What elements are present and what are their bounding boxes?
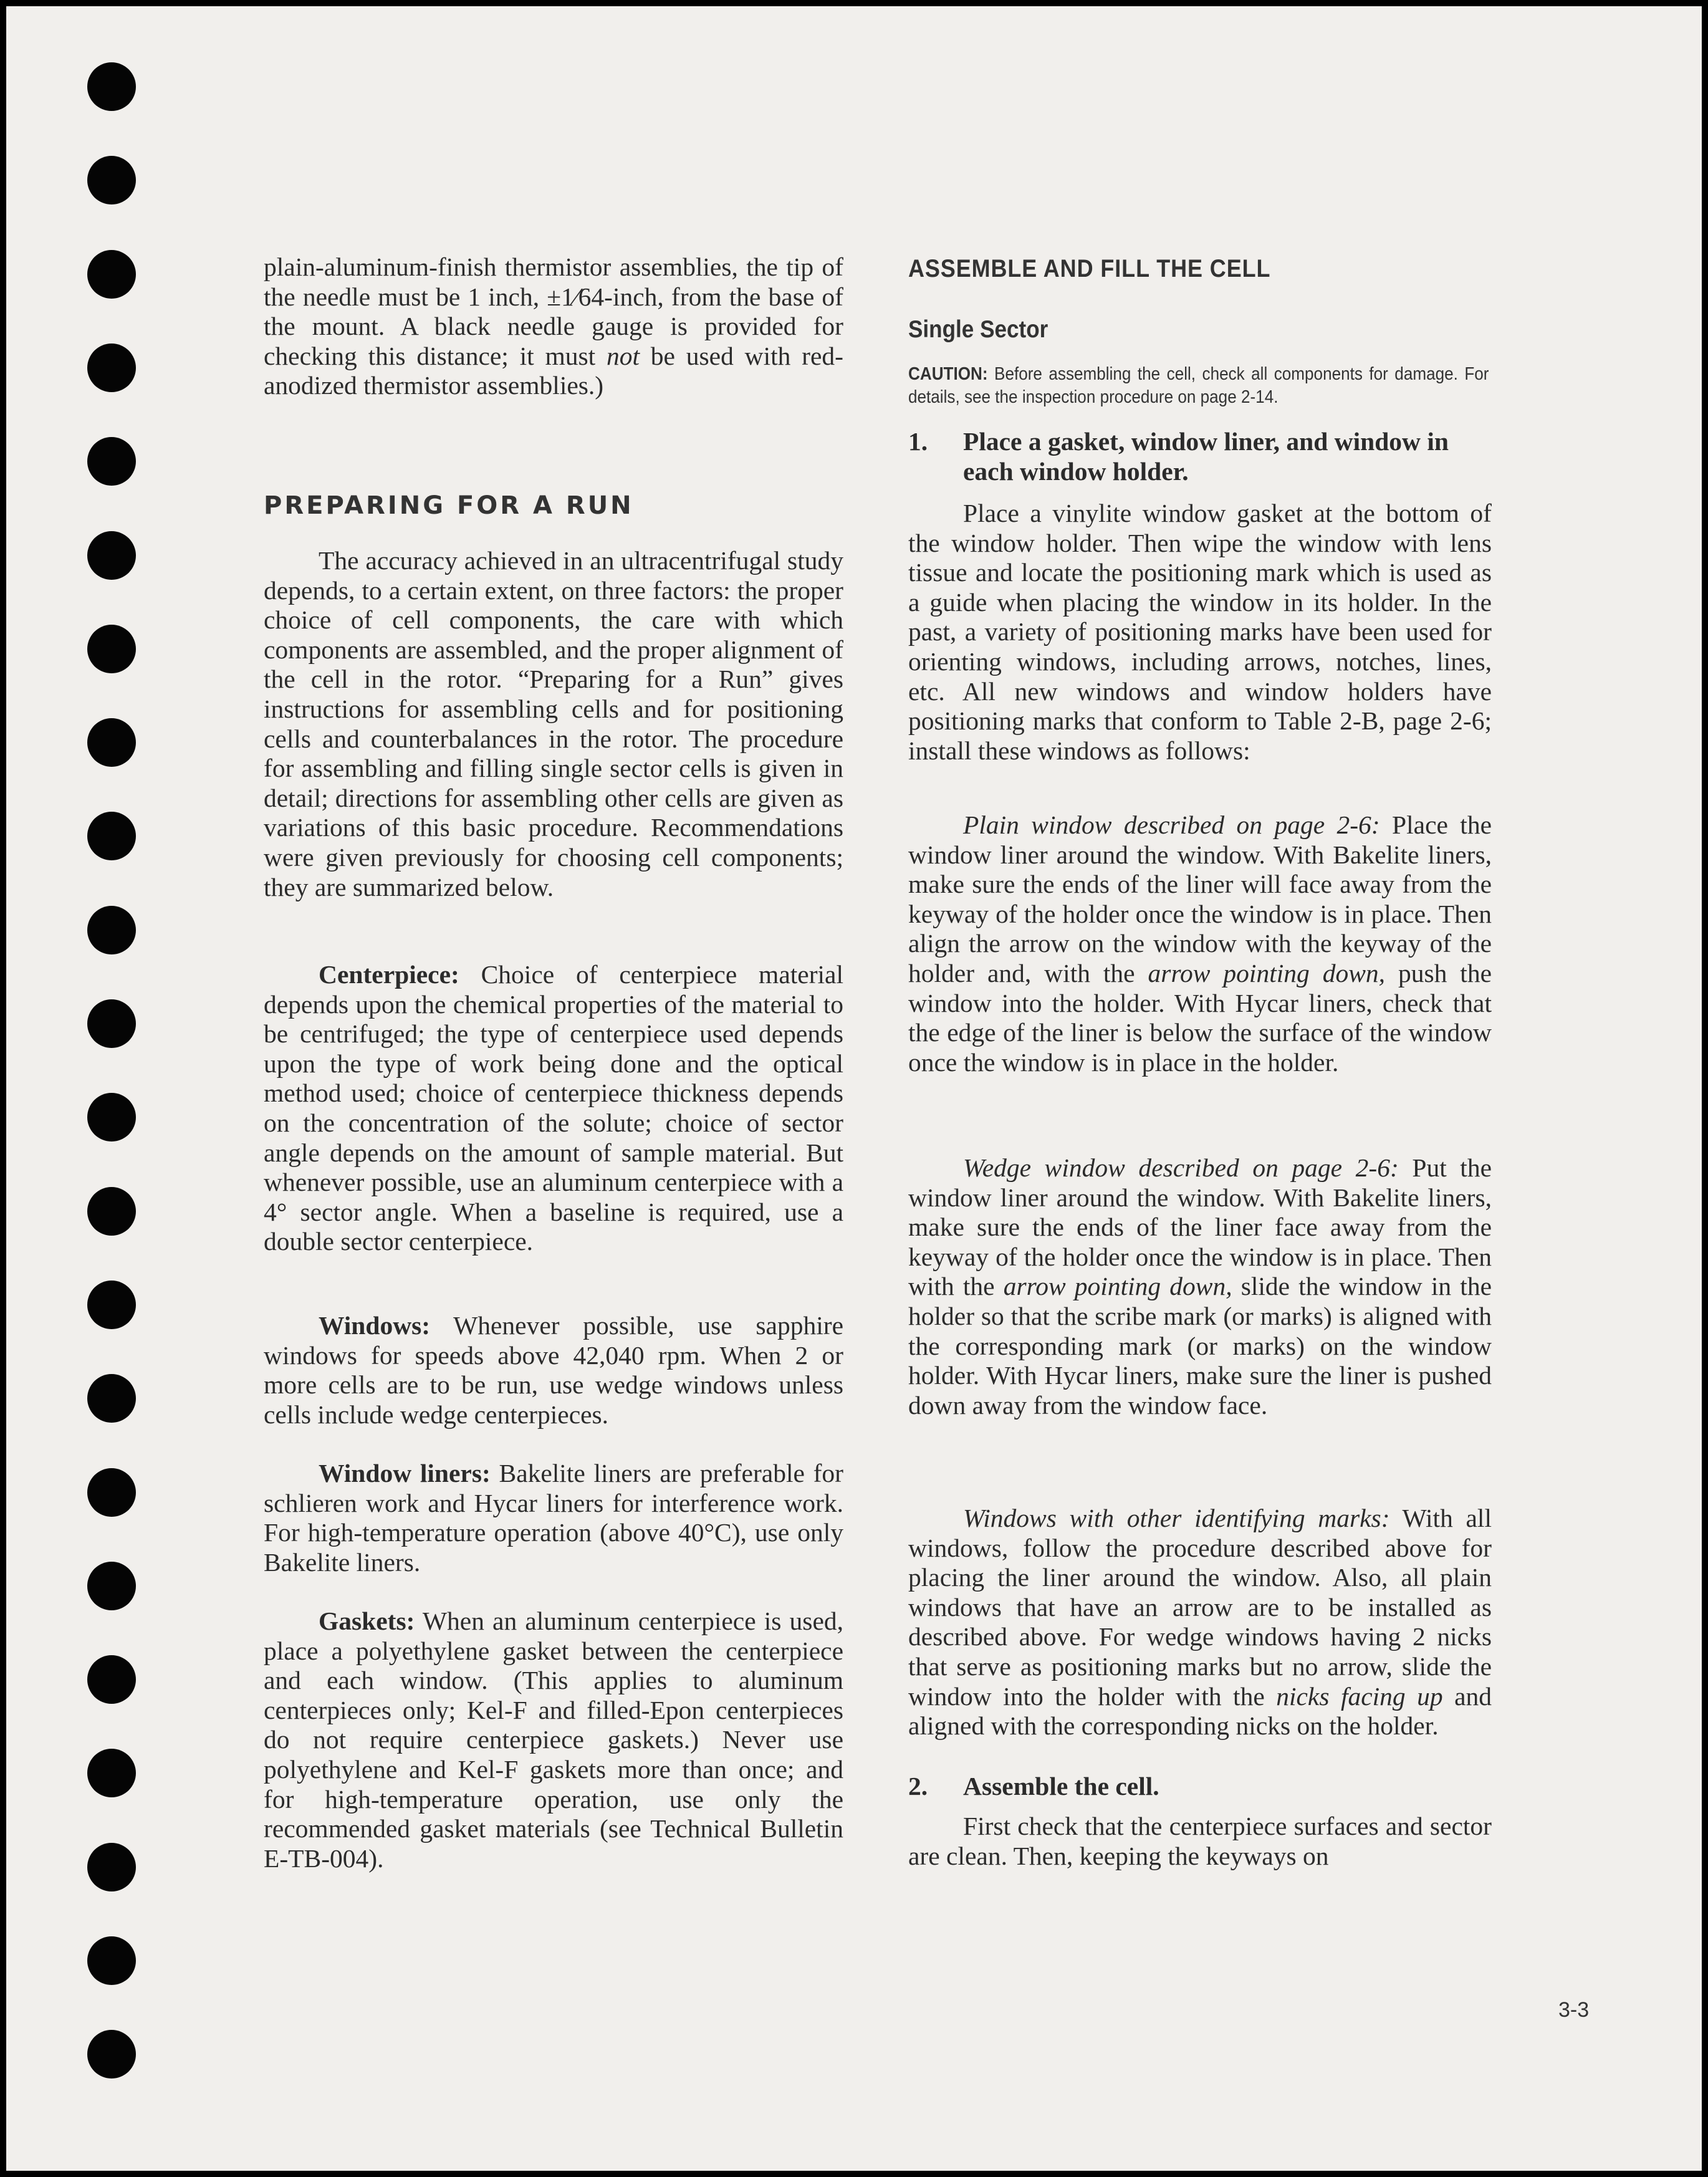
liners-paragraph bbox=[264, 1459, 843, 1577]
binder-hole bbox=[87, 344, 136, 392]
binder-hole bbox=[87, 1187, 136, 1236]
text-run: Place a vinylite window gasket at the bottom of the window holder. Then wipe the window with lens tissue and locate the positioning mark which is used as a guide when placing the window in its holder. In the past, a variety of positioning marks have been used for orienting windows, including arrows, notches, lines, etc. All new windows and window holders have positioning marks that conform to Table 2-B, page 2-6; install these windows as follows: bbox=[908, 499, 1492, 765]
page-number: 3-3 bbox=[1558, 1998, 1590, 2022]
section-heading-assemble: ASSEMBLE AND FILL THE CELL bbox=[908, 255, 1271, 282]
text-run: Whenever possible, use sapphire windows for speeds above 42,040 rpm. When 2 or more cells are to be run, use wedge windows unless cells include wedge centerpieces. bbox=[264, 1311, 843, 1429]
step-2-heading bbox=[908, 1772, 1492, 1802]
document-page bbox=[6, 6, 1702, 2171]
italic-run: arrow pointing down, bbox=[1148, 958, 1386, 988]
binder-hole bbox=[87, 718, 136, 767]
text-run: First check that the centerpiece surfaces and sector are clean. Then, keeping the keyways on bbox=[908, 1812, 1492, 1870]
binder-hole bbox=[87, 1093, 136, 1141]
section-heading-preparing: PREPARING FOR A RUN bbox=[264, 491, 634, 520]
binder-hole bbox=[87, 62, 136, 111]
accuracy-paragraph bbox=[264, 546, 843, 902]
step-1-paragraph bbox=[908, 499, 1492, 766]
bold-run: Windows: bbox=[319, 1311, 431, 1340]
step-title: Place a gasket, window liner, and window in each window holder. bbox=[963, 427, 1449, 486]
binder-hole bbox=[87, 156, 136, 204]
binder-hole bbox=[87, 1374, 136, 1423]
step-title: Assemble the cell. bbox=[963, 1772, 1159, 1800]
italic-run: Plain window described on page 2-6: bbox=[963, 810, 1380, 839]
text-run: push the window into the holder. With Hycar liners, check that the edge of the liner is below the surface of the window once the window is in place in the holder. bbox=[908, 958, 1492, 1077]
text-run: Bakelite liners are preferable for schlieren work and Hycar liners for interference work. For high-temperature operation (above 40°C), use only Bakelite liners. bbox=[264, 1459, 843, 1577]
step-number: 2. bbox=[908, 1772, 928, 1800]
italic-run: Wedge window described on page 2-6: bbox=[963, 1153, 1399, 1182]
binder-hole bbox=[87, 999, 136, 1048]
step-number: 1. bbox=[908, 427, 928, 456]
italic-run: nicks facing up bbox=[1276, 1681, 1443, 1711]
binder-hole bbox=[87, 1468, 136, 1517]
text-run: Put the window liner around the window. With Bakelite liners, make sure the ends of the liner face away from the keyway of the holder once the window is in place. Then with the bbox=[908, 1153, 1492, 1301]
italic-run: not bbox=[606, 341, 640, 370]
binder-hole bbox=[87, 1655, 136, 1704]
plain-window-paragraph bbox=[908, 810, 1492, 1077]
text-run: Place the window liner around the window. With Bakelite liners, make sure the ends of the liner will face away from the keyway of the holder once the window is in place. Then align the arrow on the window with the keyway of the holder and, with the bbox=[908, 810, 1492, 988]
binder-hole bbox=[87, 531, 136, 580]
binder-hole bbox=[87, 250, 136, 299]
text-run: The accuracy achieved in an ultracentrifugal study depends, to a certain extent, on three factors: the proper choice of cell components, the care with which components are assembled, and the proper alignment of the cell in the rotor. “Preparing for a Run” gives instructions for assembling cells and for positioning cells and counterbalances in the rotor. The procedure for assembling and filling single sector cells is given in detail; directions for assembling other cells are given as variations of this basic procedure. Recommendations were given previously for choosing cell components; they are summarized below. bbox=[264, 546, 843, 901]
binder-hole bbox=[87, 1562, 136, 1610]
text-run: When an aluminum centerpiece is used, place a polyethylene gasket between the centerpiece and each window. (This applies to aluminum centerpieces only; Kel-F and filled-Epon centerpieces do not require centerpiece gaskets.) Never use polyethylene and Kel-F gaskets more than once; and for high-temperature operation, use only the recommended gasket materials (see Technical Bulletin E-TB-004). bbox=[264, 1607, 843, 1873]
bold-run: CAUTION: bbox=[908, 364, 988, 384]
binder-hole bbox=[87, 812, 136, 860]
wedge-window-paragraph bbox=[908, 1153, 1492, 1420]
binder-hole bbox=[87, 437, 136, 486]
other-windows-paragraph bbox=[908, 1504, 1492, 1741]
bold-run: Window liners: bbox=[319, 1459, 491, 1487]
binder-hole bbox=[87, 1281, 136, 1329]
binder-hole bbox=[87, 906, 136, 954]
text-run: With all windows, follow the procedure described above for placing the liner around the window. Also, all plain windows that have an arrow are to be installed as described above. For wedge windows having 2 nicks that serve as positioning marks but no arrow, slide the window into the holder with the bbox=[908, 1504, 1492, 1711]
text-run: be used with red-anodized thermistor assemblies.) bbox=[264, 341, 843, 400]
binder-hole bbox=[87, 1843, 136, 1891]
caution-note bbox=[908, 363, 1489, 409]
text-run: and aligned with the corresponding nicks on the holder. bbox=[908, 1681, 1492, 1741]
text-run: plain-aluminum-finish thermistor assemblies, the tip of the needle must be 1 inch, ±1⁄64-inch, from the base of the mount. A black needle gauge is provided for checking this distance; it must bbox=[264, 252, 843, 370]
binder-hole bbox=[87, 625, 136, 673]
text-run: slide the window in the holder so that the scribe mark (or marks) is aligned with the corresponding mark (or marks) on the window holder. With Hycar liners, make sure the liner is pushed down away from the window face. bbox=[908, 1272, 1492, 1420]
gaskets-paragraph bbox=[264, 1607, 843, 1873]
centerpiece-paragraph bbox=[264, 960, 843, 1257]
windows-paragraph bbox=[264, 1311, 843, 1430]
italic-run: Windows with other identifying marks: bbox=[963, 1504, 1390, 1532]
italic-run: arrow pointing down, bbox=[1003, 1272, 1232, 1301]
binder-hole bbox=[87, 1749, 136, 1797]
step-1-heading bbox=[908, 427, 1492, 486]
intro-paragraph bbox=[264, 252, 843, 401]
step-2-paragraph bbox=[908, 1812, 1492, 1871]
binder-hole bbox=[87, 1936, 136, 1985]
binder-hole bbox=[87, 2030, 136, 2078]
text-run: Choice of centerpiece material depends upon the chemical properties of the material to be centrifuged; the type of centerpiece used depends upon the type of work being done and the optical method used; choice of centerpiece thickness depends on the concentration of the solute; choice of sector angle depends on the amount of sample material. But whenever possible, use an aluminum centerpiece with a 4° sector angle. When a baseline is required, use a double sector centerpiece. bbox=[264, 960, 843, 1256]
bold-run: Gaskets: bbox=[319, 1607, 415, 1635]
bold-run: Centerpiece: bbox=[319, 960, 459, 989]
subheading-single-sector: Single Sector bbox=[908, 316, 1048, 343]
text-run: Before assembling the cell, check all components for damage. For details, see the inspection procedure on page 2-14. bbox=[908, 364, 1489, 407]
